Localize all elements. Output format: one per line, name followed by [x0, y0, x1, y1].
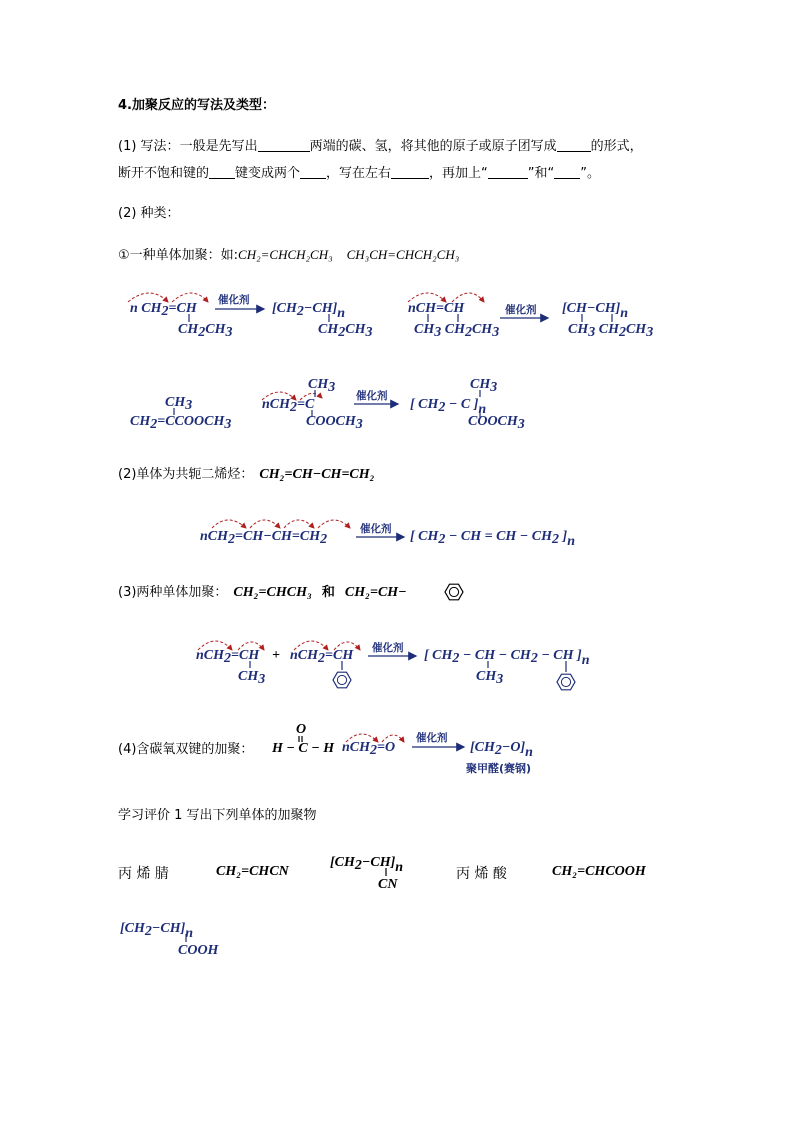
svg-text:[ CH2 − CH − CH2 − CH ]n: [ CH2 − CH − CH2 − CH ]n [424, 648, 590, 668]
svg-text:nCH2=CH: nCH2=CH [290, 648, 354, 666]
svg-text:+: + [272, 648, 280, 663]
svg-text:[CH2−CH]n: [CH2−CH]n [272, 301, 346, 321]
svg-text:O: O [296, 722, 307, 737]
acrylic-acid-formula: CH₂=CHCOOH [552, 864, 646, 879]
type1-monomer-2: CH₃CH=CHCH₂CH₃ [346, 247, 460, 262]
catalyst-label: 催化剂 [416, 732, 448, 744]
scheme-copolymer [196, 641, 590, 690]
catalyst-label: 催化剂 [356, 390, 388, 402]
type2-monomer: CH₂=CH−CH=CH₂ [259, 467, 375, 482]
writing-line-2: 断开不饱和键的 键变成两个 ，写在左右 ，再加上“ ”和“ ”。 [118, 166, 601, 181]
scheme-1a [128, 293, 372, 340]
svg-text:CH3 CH2CH3: CH3 CH2CH3 [568, 322, 654, 340]
type2-line: (2)单体为共轭二烯烃： CH₂=CH−CH=CH₂ [118, 467, 375, 482]
svg-text:[CH2−CH]n: [CH2−CH]n [120, 921, 194, 941]
type3-monomer-2: CH₂=CH− [344, 585, 407, 600]
svg-text:[CH2−CH]n: [CH2−CH]n [330, 855, 404, 875]
section-heading: 4.加聚反应的写法及类型： [118, 98, 275, 113]
svg-text:CH2CH3: CH2CH3 [318, 322, 373, 340]
type3-line: (3)两种单体加聚： CH₂=CHCH₃ 和 CH₂=CH− [118, 585, 407, 600]
polymer-name: 聚甲醛(赛钢) [466, 762, 532, 775]
catalyst-label: 催化剂 [360, 523, 392, 535]
svg-text:nCH2=C: nCH2=C [262, 397, 315, 415]
catalyst-label: 催化剂 [218, 294, 250, 306]
svg-text:[ CH2 − C ]n: [ CH2 − C ]n [410, 397, 487, 417]
svg-text:H − C − H: H − C − H [272, 741, 335, 756]
svg-text:nCH=CH: nCH=CH [408, 301, 465, 316]
svg-text:nCH2=O: nCH2=O [342, 740, 396, 758]
catalyst-label: 催化剂 [505, 304, 537, 316]
svg-text:CH3: CH3 [308, 377, 336, 395]
svg-text:[ CH2 − CH = CH − CH2 ]n: [ CH2 − CH = CH − CH2 ]n [410, 529, 575, 549]
evaluation-title: 学习评价 1 写出下列单体的加聚物 [118, 808, 317, 823]
type1-monomer-1: CH₂=CHCH₂CH₃ [238, 247, 333, 262]
svg-text:CH3: CH3 [238, 669, 266, 687]
kinds-label: (2) 种类： [118, 206, 180, 221]
svg-text:COOH: COOH [178, 943, 219, 958]
svg-text:nCH2=CH−CH=CH2: nCH2=CH−CH=CH2 [200, 529, 328, 547]
scheme-mma [130, 377, 525, 432]
svg-text:CH3: CH3 [165, 395, 193, 413]
acrylonitrile-formula: CH₂=CHCN [216, 864, 289, 879]
benzene-ring-icon [557, 674, 575, 690]
svg-text:CH2=CCOOCH3: CH2=CCOOCH3 [130, 414, 232, 432]
catalyst-label: 催化剂 [372, 642, 404, 654]
writing-label: (1) 写法： [118, 139, 180, 154]
svg-text:COOCH3: COOCH3 [468, 414, 525, 432]
svg-text:CH3: CH3 [476, 669, 504, 687]
svg-text:[CH−CH]n: [CH−CH]n [562, 301, 629, 321]
scheme-1b [408, 293, 653, 340]
svg-text:[CH2−O]n: [CH2−O]n [470, 740, 533, 760]
svg-text:CH3 CH2CH3: CH3 CH2CH3 [414, 322, 500, 340]
answer-polyacrylic-acid [120, 921, 220, 958]
answer-polyacrylonitrile [330, 855, 403, 892]
acrylonitrile-name: 丙 烯 腈 [118, 866, 169, 882]
benzene-ring-icon [333, 672, 351, 688]
type3-monomer-1: CH₂=CHCH₃ [233, 585, 312, 600]
svg-text:COOCH3: COOCH3 [306, 414, 363, 432]
svg-text:CH3: CH3 [470, 377, 498, 395]
svg-text:nCH2=CH: nCH2=CH [196, 648, 260, 666]
writing-line-1: (1) 写法：一般是先写出 两端的碳、氢，将其他的原子或原子团写成 的形式， [118, 139, 643, 154]
type1-line: ①一种单体加聚：如:CH₂=CHCH₂CH₃ CH₃CH=CHCH₂CH₃ [118, 247, 460, 263]
svg-text:CN: CN [378, 877, 398, 892]
svg-text:n CH2=CH: n CH2=CH [130, 301, 197, 319]
scheme-butadiene [200, 520, 575, 549]
scheme-formaldehyde [271, 722, 533, 775]
type4-label: (4)含碳氧双键的加聚： [118, 742, 254, 757]
svg-text:CH2CH3: CH2CH3 [178, 322, 233, 340]
acrylic-acid-name: 丙 烯 酸 [456, 866, 507, 882]
